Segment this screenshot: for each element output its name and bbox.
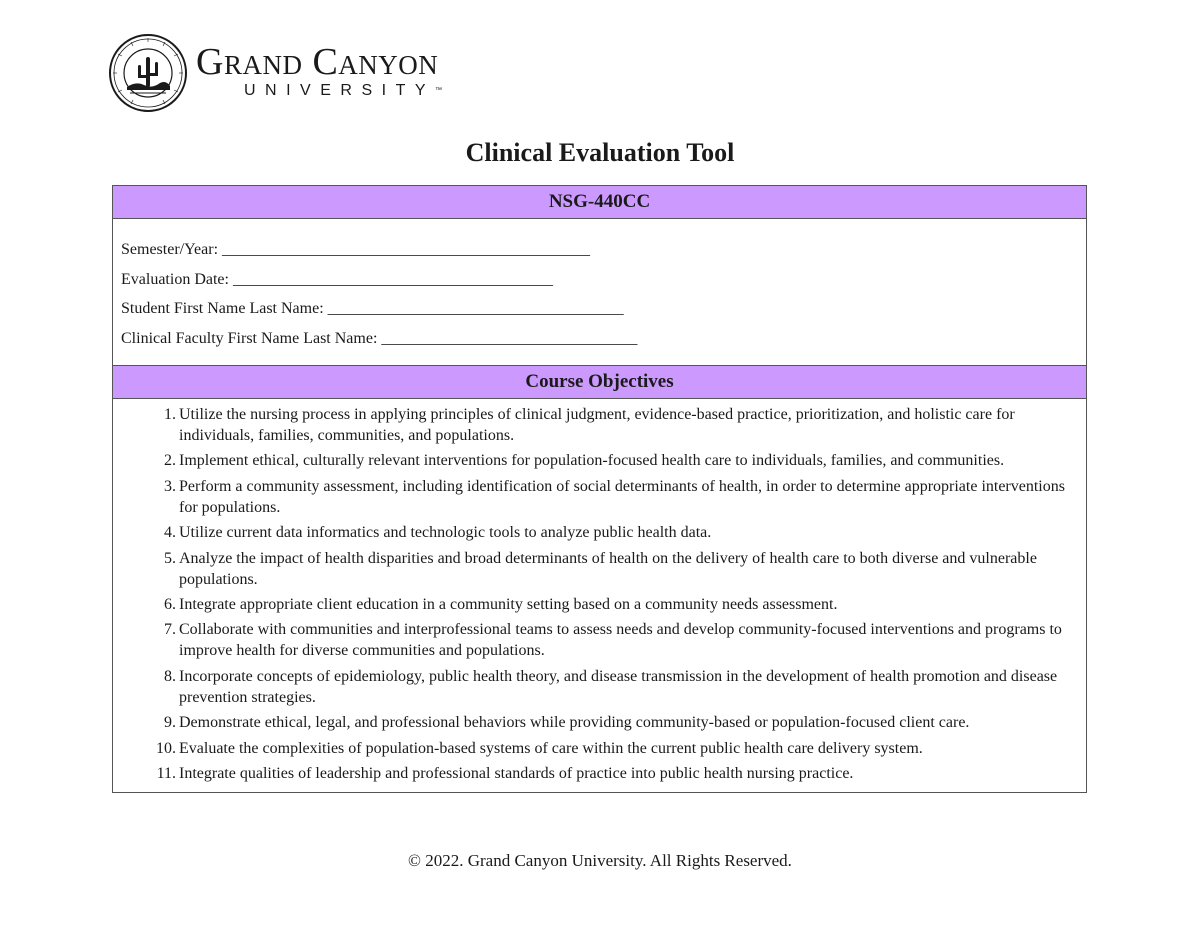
objective-number: 2. [164,452,176,470]
trademark-symbol: ™ [435,87,443,94]
copyright-footer: © 2022. Grand Canyon University. All Rights Reserved. [408,851,792,870]
objectives-heading-row [113,366,1087,399]
field-label: Semester/Year: [121,241,219,258]
objective-number: 4. [164,524,176,542]
objectives-row [113,399,1087,793]
objective-text: Integrate qualities of leadership and professional standards of practice into public health nursing practice. [179,764,854,782]
course-code: NSG-440CC [113,186,1087,219]
objective-item [113,450,1074,471]
clinical-faculty-name-field[interactable] [121,324,1078,354]
objective-item [113,763,1074,784]
semester-year-field[interactable] [121,235,1078,265]
field-blank: ________________________________ [381,329,638,347]
objective-number: 1. [164,406,176,423]
objective-item [113,738,1074,759]
objective-text: Analyze the impact of health disparities and broad determinants of health on the delivery of health care to both diverse and vulnerable populations. [179,549,1037,588]
student-info-row [113,219,1087,366]
objective-text: Incorporate concepts of epidemiology, public health theory, and disease transmission in the development of health promotion and disease prevention strategies. [179,667,1058,706]
page-title: Clinical Evaluation Tool [465,138,735,167]
field-blank: _____________________________________ [327,300,624,317]
university-wordmark [196,42,442,100]
student-info-fields [113,219,1087,366]
objective-text: Evaluate the complexities of population-based systems of care within the current public health care delivery system. [179,739,923,757]
objective-number: 6. [164,595,176,613]
objective-item [113,522,1074,543]
objective-item [113,712,1074,733]
objective-item [113,594,1074,615]
objective-text: Perform a community assessment, including identification of social determinants of health, in order to determine appropriate interventions for populations. [179,477,1065,516]
objective-number: 5. [164,549,176,567]
university-seal-icon [108,33,188,113]
objective-number: 8. [164,667,176,685]
objective-item [113,548,1074,590]
objective-text: Collaborate with communities and interprofessional teams to assess needs and develop community-focused interventions and programs to improve health for diverse communities and populations. [179,621,1062,660]
objective-number: 10. [156,739,176,757]
logo-university-text: UNIVERSITY [244,82,436,99]
objective-text: Integrate appropriate client education in a community setting based on a community needs assessment. [179,595,838,613]
objectives-cell [113,399,1087,793]
objective-text: Demonstrate ethical, legal, and professional behaviors while providing community-based or population-focused client care. [179,714,970,732]
objective-item [113,404,1074,446]
student-name-field[interactable] [121,294,1078,324]
field-blank: ______________________________________________ [222,241,591,258]
objective-number: 7. [164,621,176,639]
objective-text: Utilize the nursing process in applying principles of clinical judgment, evidence-based practice, prioritization, and holistic care for individuals, families, communities, and populations. [179,406,1015,444]
evaluation-table [112,185,1087,793]
logo-line1: Grand Canyon [196,41,439,83]
field-blank: ________________________________________ [232,270,553,288]
objective-number: 3. [164,477,176,495]
evaluation-date-field[interactable] [121,265,1078,295]
logo-line2 [244,82,442,100]
objective-item [113,476,1074,518]
objectives-heading: Course Objectives [113,366,1087,399]
objective-text: Implement ethical, culturally relevant interventions for population-focused health care to individuals, families, and communities. [179,452,1005,470]
objectives-list [113,404,1074,784]
field-label: Evaluation Date: [121,270,229,288]
objective-item [113,619,1074,661]
field-label: Student First Name Last Name: [121,300,324,317]
objective-number: 11. [156,764,176,782]
objective-number: 9. [164,714,176,732]
objective-text: Utilize current data informatics and technologic tools to analyze public health data. [179,524,712,542]
objective-item [113,666,1074,708]
course-code-row [113,186,1087,219]
field-label: Clinical Faculty First Name Last Name: [121,329,378,347]
university-logo [108,33,442,113]
